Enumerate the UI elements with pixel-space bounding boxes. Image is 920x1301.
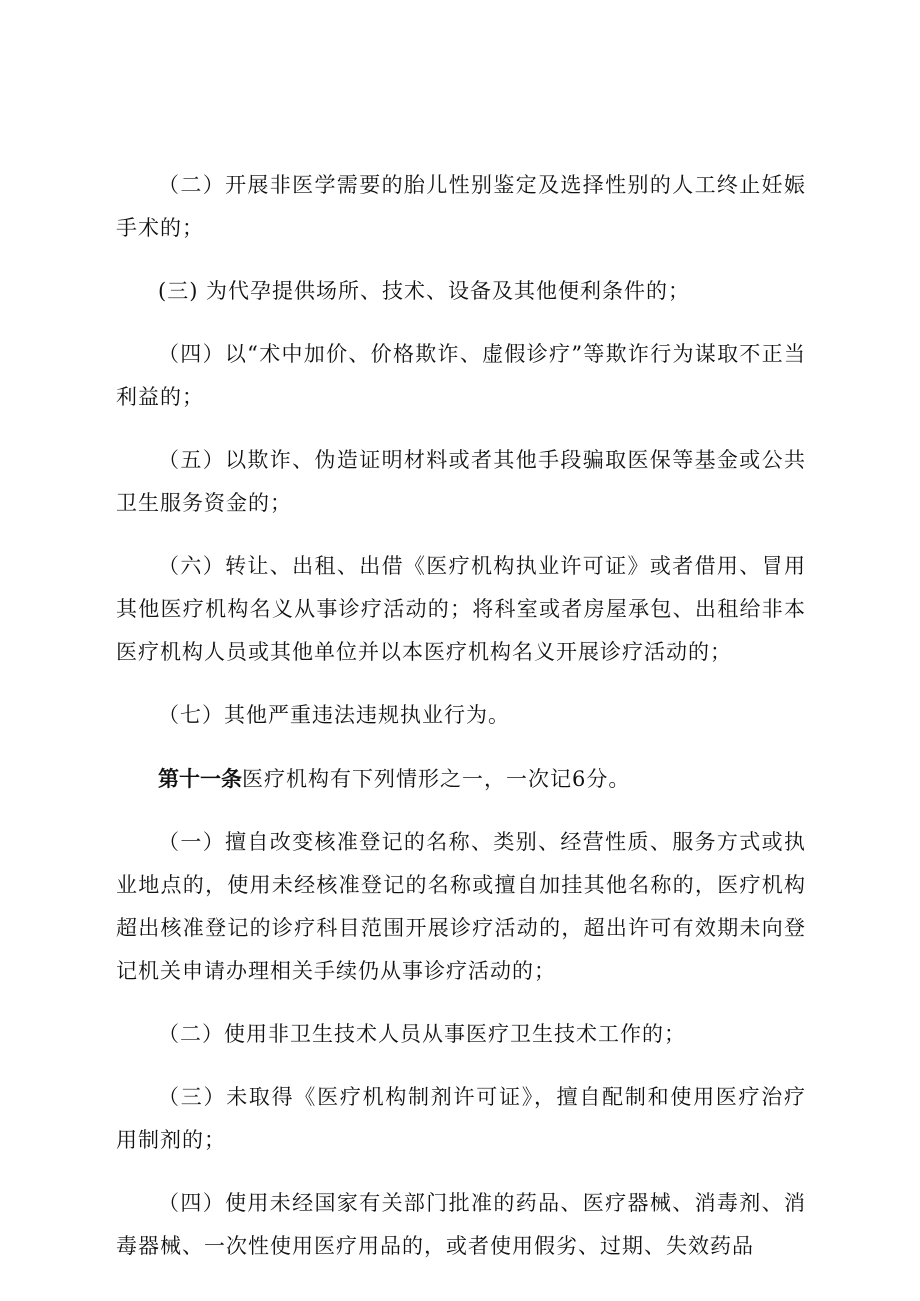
paragraph-item-3: (三) 为代孕提供场所、技术、设备及其他便利条件的； xyxy=(158,279,691,303)
article-body: 医疗机构有下列情形之一，一次记6分。 xyxy=(242,767,631,791)
sub-paragraph-item-2: （二）使用非卫生技术人员从事医疗卫生技术工作的； xyxy=(158,1022,686,1046)
article-11 xyxy=(116,757,806,801)
paragraph-item-7: （七）其他严重违法违规执业行为。 xyxy=(158,703,510,727)
paragraph-item-6: （六）转让、出租、出借《医疗机构执业许可证》或者借用、冒用其他医疗机构名义从事诊疗活动的；将科室或者房屋承包、出租给非本医疗机构人员或其他单位并以本医疗机构名义开展诊疗活动的； xyxy=(116,554,806,664)
sub-paragraph-item-4: （四）使用未经国家有关部门批准的药品、医疗器械、消毒剂、消毒器械、一次性使用医疗用品的，或者使用假劣、过期、失效药品 xyxy=(116,1191,806,1258)
paragraph-item-4: （四）以“术中加价、价格欺诈、虚假诊疗”等欺诈行为谋取不正当利益的； xyxy=(116,342,806,409)
sub-paragraph-item-1: （一）擅自改变核准登记的名称、类别、经营性质、服务方式或执业地点的，使用未经核准登记的名称或擅自加挂其他名称的，医疗机构超出核准登记的诊疗科目范围开展诊疗活动的，超出许可有效期未向登记机关申请办理相关手续仍从事诊疗活动的； xyxy=(116,830,806,983)
sub-paragraph-item-3: （三）未取得《医疗机构制剂许可证》，擅自配制和使用医疗治疗用制剂的； xyxy=(116,1085,806,1152)
document-body xyxy=(116,164,806,1288)
paragraph-item-2: （二）开展非医学需要的胎儿性别鉴定及选择性别的人工终止妊娠手术的； xyxy=(116,173,806,240)
paragraph-item-5: （五）以欺诈、伪造证明材料或者其他手段骗取医保等基金或公共卫生服务资金的； xyxy=(116,448,806,515)
article-heading: 第十一条 xyxy=(158,766,242,791)
